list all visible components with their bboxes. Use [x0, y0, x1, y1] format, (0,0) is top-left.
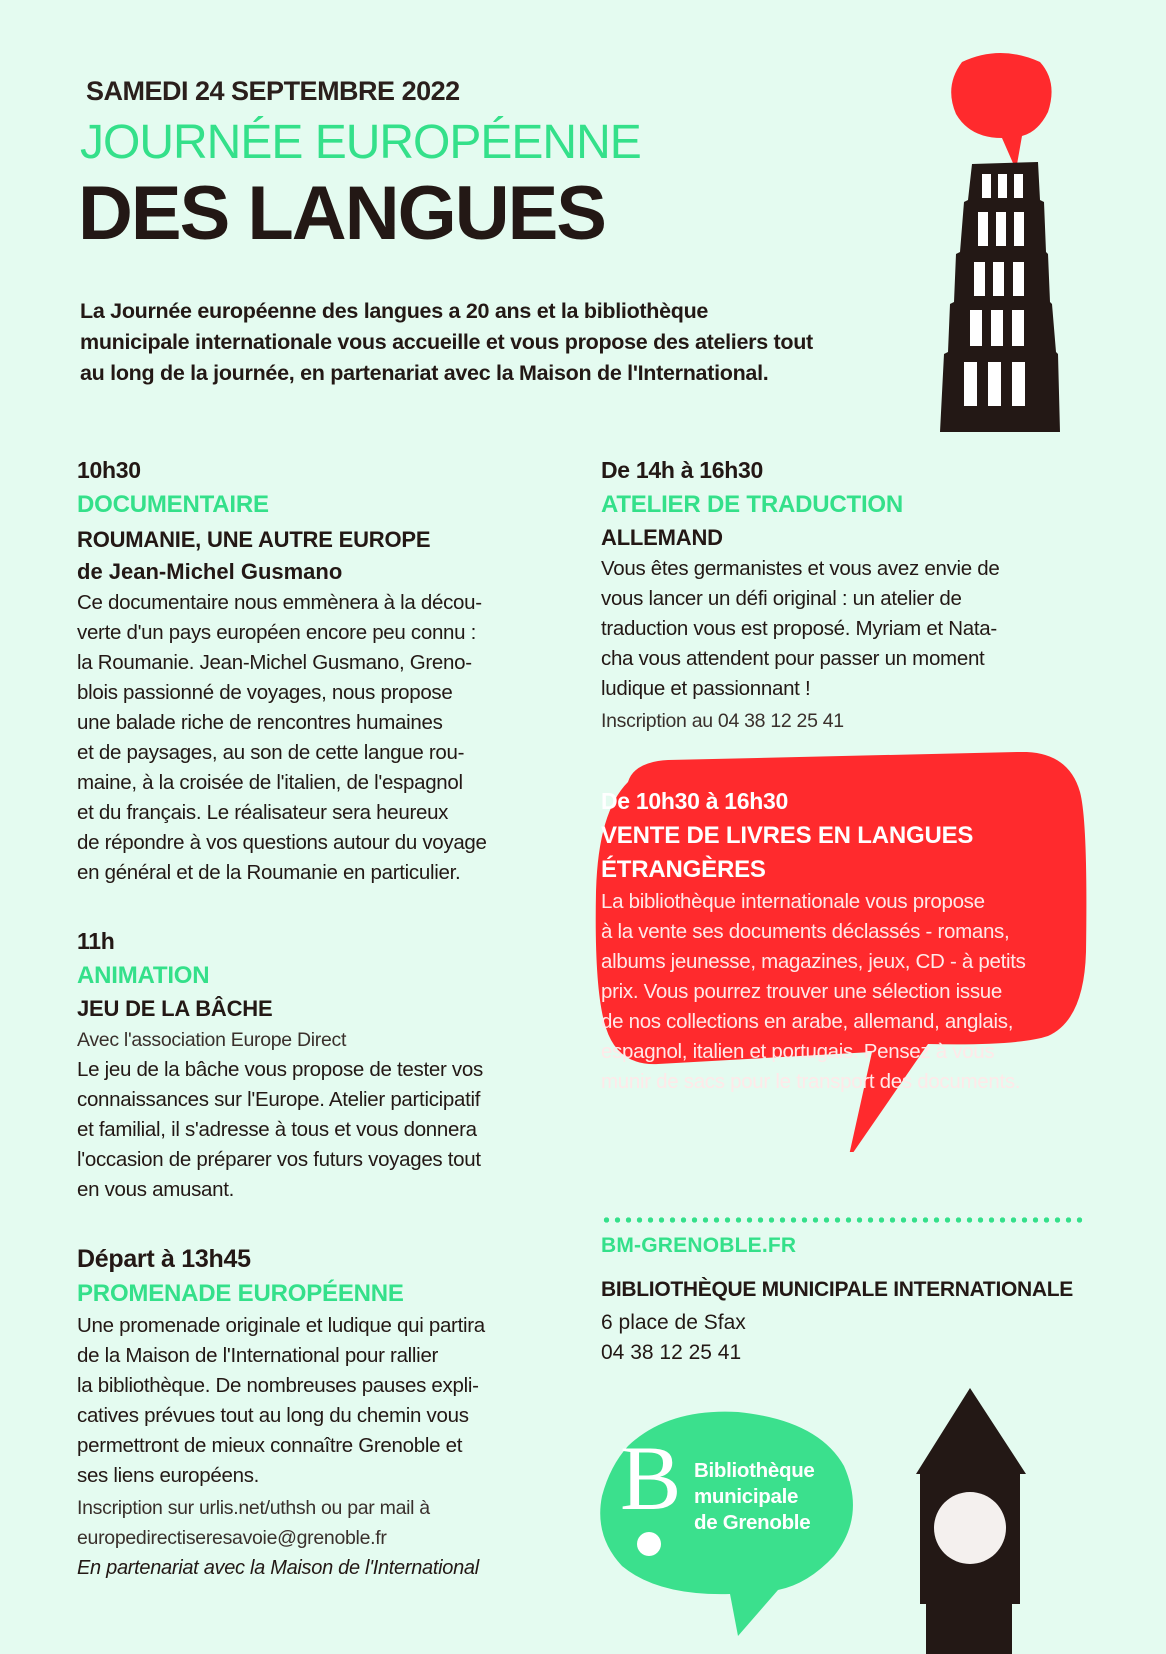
text-line: Ce documentaire nous emmènera à la décou- — [77, 591, 482, 614]
title-line-2: DES LANGUES — [78, 171, 605, 256]
website-link[interactable]: BM-GRENOBLE.FR — [601, 1234, 797, 1257]
event-animation — [77, 925, 557, 1205]
event-category: ANIMATION — [77, 962, 210, 989]
event-title: ALLEMAND — [601, 525, 723, 550]
text-line: la Roumanie. Jean-Michel Gusmano, Greno- — [77, 651, 472, 674]
event-time: Départ à 13h45 — [77, 1245, 251, 1273]
text-line: munir de sacs pour le transport des documents. — [601, 1070, 1021, 1093]
intro-line: La Journée européenne des langues a 20 ans et la bibliothèque — [80, 299, 709, 323]
event-time: De 10h30 à 16h30 — [601, 788, 788, 814]
event-description — [601, 554, 1091, 704]
text-line: verte d'un pays européen encore peu connu : — [77, 621, 477, 644]
text-line: en vous amusant. — [77, 1178, 235, 1201]
event-category: ATELIER DE TRADUCTION — [601, 491, 904, 518]
event-category — [601, 819, 1081, 887]
text-line: et familial, il s'adresse à tous et vous donnera — [77, 1118, 477, 1141]
text-line: espagnol, italien et portugais. Pensez à vous — [601, 1040, 995, 1063]
event-note: Avec l'association Europe Direct — [77, 1029, 347, 1051]
logo-line: municipale — [694, 1485, 799, 1508]
event-description — [77, 1311, 557, 1491]
event-vente — [601, 785, 1081, 1097]
text-line: ses liens européens. — [77, 1464, 260, 1487]
registration-phone: Inscription au 04 38 12 25 41 — [601, 710, 844, 732]
text-line: de nos collections en arabe, allemand, anglais, — [601, 1010, 1014, 1033]
clock-tower-icon — [880, 1388, 1060, 1654]
text-line: ludique et passionnant ! — [601, 677, 811, 700]
text-line: cha vous attendent pour passer un moment — [601, 647, 985, 670]
intro-paragraph — [80, 296, 910, 389]
text-line: la bibliothèque. De nombreuses pauses expli- — [77, 1374, 479, 1397]
event-title: JEU DE LA BÂCHE — [77, 996, 273, 1021]
category-line: VENTE DE LIVRES EN LANGUES — [601, 822, 974, 849]
text-line: et du français. Le réalisateur sera heureux — [77, 801, 449, 824]
event-category: DOCUMENTAIRE — [77, 491, 269, 518]
partnership-note: En partenariat avec la Maison de l'International — [77, 1557, 479, 1579]
event-date: SAMEDI 24 SEPTEMBRE 2022 — [86, 76, 460, 106]
text-line: Vous êtes germanistes et vous avez envie de — [601, 557, 1000, 580]
text-line: catives prévues tout au long du chemin vous — [77, 1404, 469, 1427]
text-line: prix. Vous pourrez trouver une sélection issue — [601, 980, 1002, 1003]
intro-line: au long de la journée, en partenariat avec la Maison de l'International. — [80, 361, 769, 385]
logo-letter: B — [620, 1427, 682, 1529]
category-line: ÉTRANGÈRES — [601, 856, 766, 883]
registration-email-link[interactable]: europedirectiseresavoie@grenoble.fr — [77, 1527, 387, 1549]
event-time: 10h30 — [77, 457, 141, 483]
text-line: permettront de mieux connaître Grenoble et — [77, 1434, 463, 1457]
event-author: de Jean-Michel Gusmano — [77, 559, 343, 584]
text-line: vous lancer un défi original : un atelier de — [601, 587, 962, 610]
title-line-1: JOURNÉE EUROPÉENNE — [80, 116, 641, 169]
event-category: PROMENADE EUROPÉENNE — [77, 1280, 404, 1307]
text-line: connaissances sur l'Europe. Atelier participatif — [77, 1088, 481, 1111]
event-promenade — [77, 1243, 557, 1583]
library-address: 6 place de Sfax — [601, 1311, 746, 1334]
text-line: Une promenade originale et ludique qui partira — [77, 1314, 485, 1337]
text-line: traduction vous est proposé. Myriam et Nata- — [601, 617, 997, 640]
registration-info — [77, 1493, 557, 1553]
library-contact — [601, 1308, 746, 1368]
red-speech-bubble-icon — [951, 53, 1051, 170]
intro-line: municipale internationale vous accueille et vous propose des ateliers tout — [80, 330, 813, 354]
text-line: La bibliothèque internationale vous propose — [601, 890, 985, 913]
logo-line: Bibliothèque — [694, 1459, 815, 1482]
text-line: l'occasion de préparer vos futurs voyages tout — [77, 1148, 481, 1171]
text-line: Le jeu de la bâche vous propose de tester vos — [77, 1058, 483, 1081]
text-line: et de paysages, au son de cette langue rou- — [77, 741, 465, 764]
logo-dot-icon — [637, 1532, 661, 1556]
text-line: maine, à la croisée de l'italien, de l'espagnol — [77, 771, 463, 794]
text-line: Inscription sur urlis.net/uthsh ou par mail à — [77, 1497, 430, 1519]
text-line: en général et de la Roumanie en particulier. — [77, 861, 461, 884]
event-description — [77, 1055, 557, 1205]
tower-illustration-icon — [940, 52, 1070, 432]
event-title: ROUMANIE, UNE AUTRE EUROPE — [77, 527, 431, 552]
event-description — [77, 588, 557, 888]
logo-text — [694, 1458, 815, 1536]
event-documentaire — [77, 454, 557, 888]
event-description — [601, 887, 1081, 1097]
text-line: blois passionné de voyages, nous propose — [77, 681, 453, 704]
event-time: De 14h à 16h30 — [601, 457, 764, 483]
event-traduction — [601, 454, 1091, 736]
text-line: albums jeunesse, magazines, jeux, CD - à petits — [601, 950, 1026, 973]
library-name: BIBLIOTHÈQUE MUNICIPALE INTERNATIONALE — [601, 1278, 1073, 1301]
logo-line: de Grenoble — [694, 1511, 811, 1534]
library-phone: 04 38 12 25 41 — [601, 1341, 742, 1364]
dotted-divider — [601, 1217, 1086, 1223]
text-line: de la Maison de l'International pour rallier — [77, 1344, 439, 1367]
text-line: une balade riche de rencontres humaines — [77, 711, 443, 734]
text-line: de répondre à vos questions autour du voyage — [77, 831, 487, 854]
text-line: à la vente ses documents déclassés - romans, — [601, 920, 1010, 943]
event-time: 11h — [77, 928, 115, 954]
